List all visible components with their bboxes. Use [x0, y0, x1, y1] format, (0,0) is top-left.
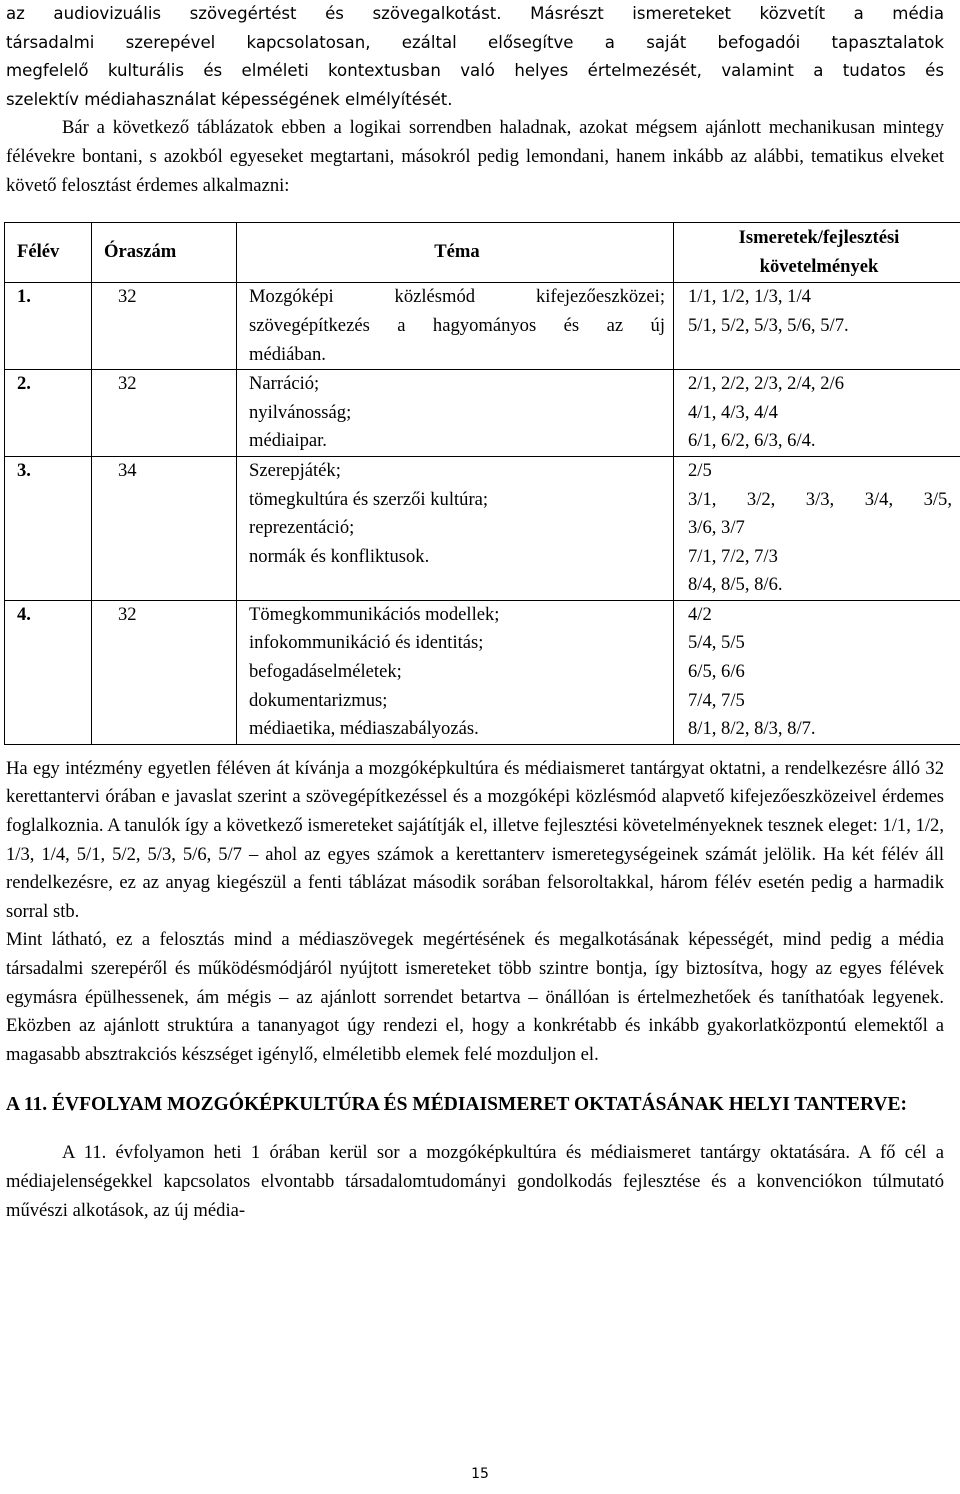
req-line: 8/1, 8/2, 8/3, 8/7. — [688, 718, 816, 740]
cell-oraszam: 32 — [92, 283, 237, 370]
cell-tema — [237, 283, 674, 370]
cell-oraszam: 34 — [92, 456, 237, 600]
body-paragraph-3: Ha egy intézmény egyetlen féléven át kívánja a mozgóképkultúra és médiaismeret tantárgyat oktatni, a rendelkezésre álló 32 kerettantervi órában e javaslat szerint a szövegépítkezéssel és a mozgóképi közlésmód alapvető kifejezőeszközeivel érdemes foglalkoznia. A tanulók így a következő ismereteket sajátítják el, illetve fejlesztési követelményeknek tesznek eleget: 1/1, 1/2, 1/3, 1/4, 5/1, 5/2, 5/3, 5/6, 5/7 – ahol az egyes számok a kerettanterv ismeretegységeinek számát jelölik. Ha két félév áll rendelkezésre, ez az anyag kiegészül a fenti táblázat második sorában felsoroltakkal, három félév esetén pedig a harmadik sorral stb. — [6, 757, 944, 922]
req-line: 4/1, 4/3, 4/4 — [688, 401, 778, 423]
tema-line: médiában. — [249, 343, 326, 365]
req-line: 3/6, 3/7 — [688, 517, 745, 539]
tema-line: Szerepjáték; — [249, 459, 341, 481]
req-line: 4/2 — [688, 603, 712, 625]
req-line: 3/1, 3/2, 3/3, 3/4, 3/5, — [688, 488, 952, 510]
body-paragraph-5: A 11. évfolyamon heti 1 órában kerül sor a mozgóképkultúra és médiaismeret tantárgy oktatására. A fő cél a médiajelenségekkel kapcsolatos elvontabb társadalomtudományi gondolkodás fejlesztése és a konvenciókon túlmutató művészi alkotások, az új média- — [6, 1142, 944, 1221]
tema-line: normák és konfliktusok. — [249, 545, 430, 567]
cell-requirements — [674, 283, 960, 370]
req-line: 2/1, 2/2, 2/3, 2/4, 2/6 — [688, 373, 844, 395]
page-number: 15 — [471, 1466, 489, 1482]
table-row — [5, 283, 960, 370]
cell-requirements — [674, 600, 960, 744]
cell-felev: 3. — [5, 456, 92, 600]
tema-line: reprezentáció; — [249, 517, 355, 539]
header-felev: Félév — [5, 223, 92, 283]
cell-tema — [237, 370, 674, 457]
req-line: 2/5 — [688, 459, 712, 481]
intro-paragraph-2: Bár a következő táblázatok ebben a logikai sorrendben haladnak, azokat mégsem ajánlott mechanikusan mintegy félévekre bontani, s azokból egyeseket megtartani, másokról pedig lemondani, hanem inkább az alábbi, tematikus elveket követő felosztást érdemes alkalmazni: — [6, 117, 944, 196]
cell-requirements — [674, 456, 960, 600]
tema-line: szövegépítkezés a hagyományos és az új — [249, 314, 665, 336]
cell-tema — [237, 600, 674, 744]
table-row — [5, 370, 960, 457]
cell-oraszam: 32 — [92, 370, 237, 457]
semester-topics-table — [4, 222, 960, 745]
intro-paragraph-1 — [6, 0, 944, 114]
table-row — [5, 456, 960, 600]
req-line: 7/4, 7/5 — [688, 689, 745, 711]
section-heading: A 11. ÉVFOLYAM MOZGÓKÉPKULTÚRA ÉS MÉDIAISMERET OKTATÁSÁNAK HELYI TANTERVE: — [6, 1094, 908, 1116]
req-line: 5/4, 5/5 — [688, 632, 745, 654]
table-row — [5, 600, 960, 744]
text-line: megfelelő kulturális és elméleti kontextusban való helyes értelmezését, valamint a tudatos és — [6, 61, 944, 81]
tema-line: Narráció; — [249, 373, 320, 395]
cell-felev: 1. — [5, 283, 92, 370]
tema-line: médiaetika, médiaszabályozás. — [249, 718, 479, 740]
tema-line: Tömegkommunikációs modellek; — [249, 603, 500, 625]
req-line: 1/1, 1/2, 1/3, 1/4 — [688, 286, 811, 308]
req-line: 7/1, 7/2, 7/3 — [688, 545, 778, 567]
tema-line: infokommunikáció és identitás; — [249, 632, 484, 654]
header-requirements-line2: követelmények — [759, 255, 879, 277]
text-line: társadalmi szerepével kapcsolatosan, ezáltal elősegítve a saját befogadói tapasztalatok — [6, 32, 944, 52]
req-line: 5/1, 5/2, 5/3, 5/6, 5/7. — [688, 314, 849, 336]
text-line: az audiovizuális szövegértést és szövegalkotást. Másrészt ismereteket közvetít a média — [6, 4, 944, 23]
header-requirements — [674, 223, 960, 283]
cell-tema — [237, 456, 674, 600]
cell-requirements — [674, 370, 960, 457]
req-line: 8/4, 8/5, 8/6. — [688, 574, 783, 596]
header-oraszam: Óraszám — [92, 223, 237, 283]
req-line: 6/1, 6/2, 6/3, 6/4. — [688, 430, 816, 452]
body-paragraph-4: Mint látható, ez a felosztás mind a médiaszövegek megértésének és megalkotásának képességét, mind pedig a média társadalmi szerepéről és működésmódjáról nyújtott ismereteket több szintre bontja, így biztosítva, hogy az egyes félévek egymásra épülhessenek, ám mégis – az ajánlott sorrendet betartva – önállóan is értelmezhetőek és taníthatóak legyenek. Eközben az ajánlott struktúra a tananyagot úgy rendezi el, hogy a konkrétabb és inkább gyakorlatközpontú elemektől a magasabb absztrakciós készséget igénylő, elméletibb elemek felé mozduljon el. — [6, 929, 944, 1065]
text-line: szelektív médiahasználat képességének elmélyítését. — [6, 89, 453, 109]
tema-line: befogadáselméletek; — [249, 661, 402, 683]
tema-line: Mozgóképi közlésmód kifejezőeszközei; — [249, 286, 665, 308]
table-header-row — [5, 223, 960, 283]
tema-line: tömegkultúra és szerzői kultúra; — [249, 488, 489, 510]
header-requirements-line1: Ismeretek/fejlesztési — [738, 227, 900, 249]
cell-felev: 4. — [5, 600, 92, 744]
cell-oraszam: 32 — [92, 600, 237, 744]
req-line: 6/5, 6/6 — [688, 661, 745, 683]
tema-line: médiaipar. — [249, 430, 327, 452]
header-tema: Téma — [237, 223, 674, 283]
tema-line: dokumentarizmus; — [249, 689, 388, 711]
document-page — [6, 0, 952, 1225]
tema-line: nyilvánosság; — [249, 401, 352, 423]
cell-felev: 2. — [5, 370, 92, 457]
